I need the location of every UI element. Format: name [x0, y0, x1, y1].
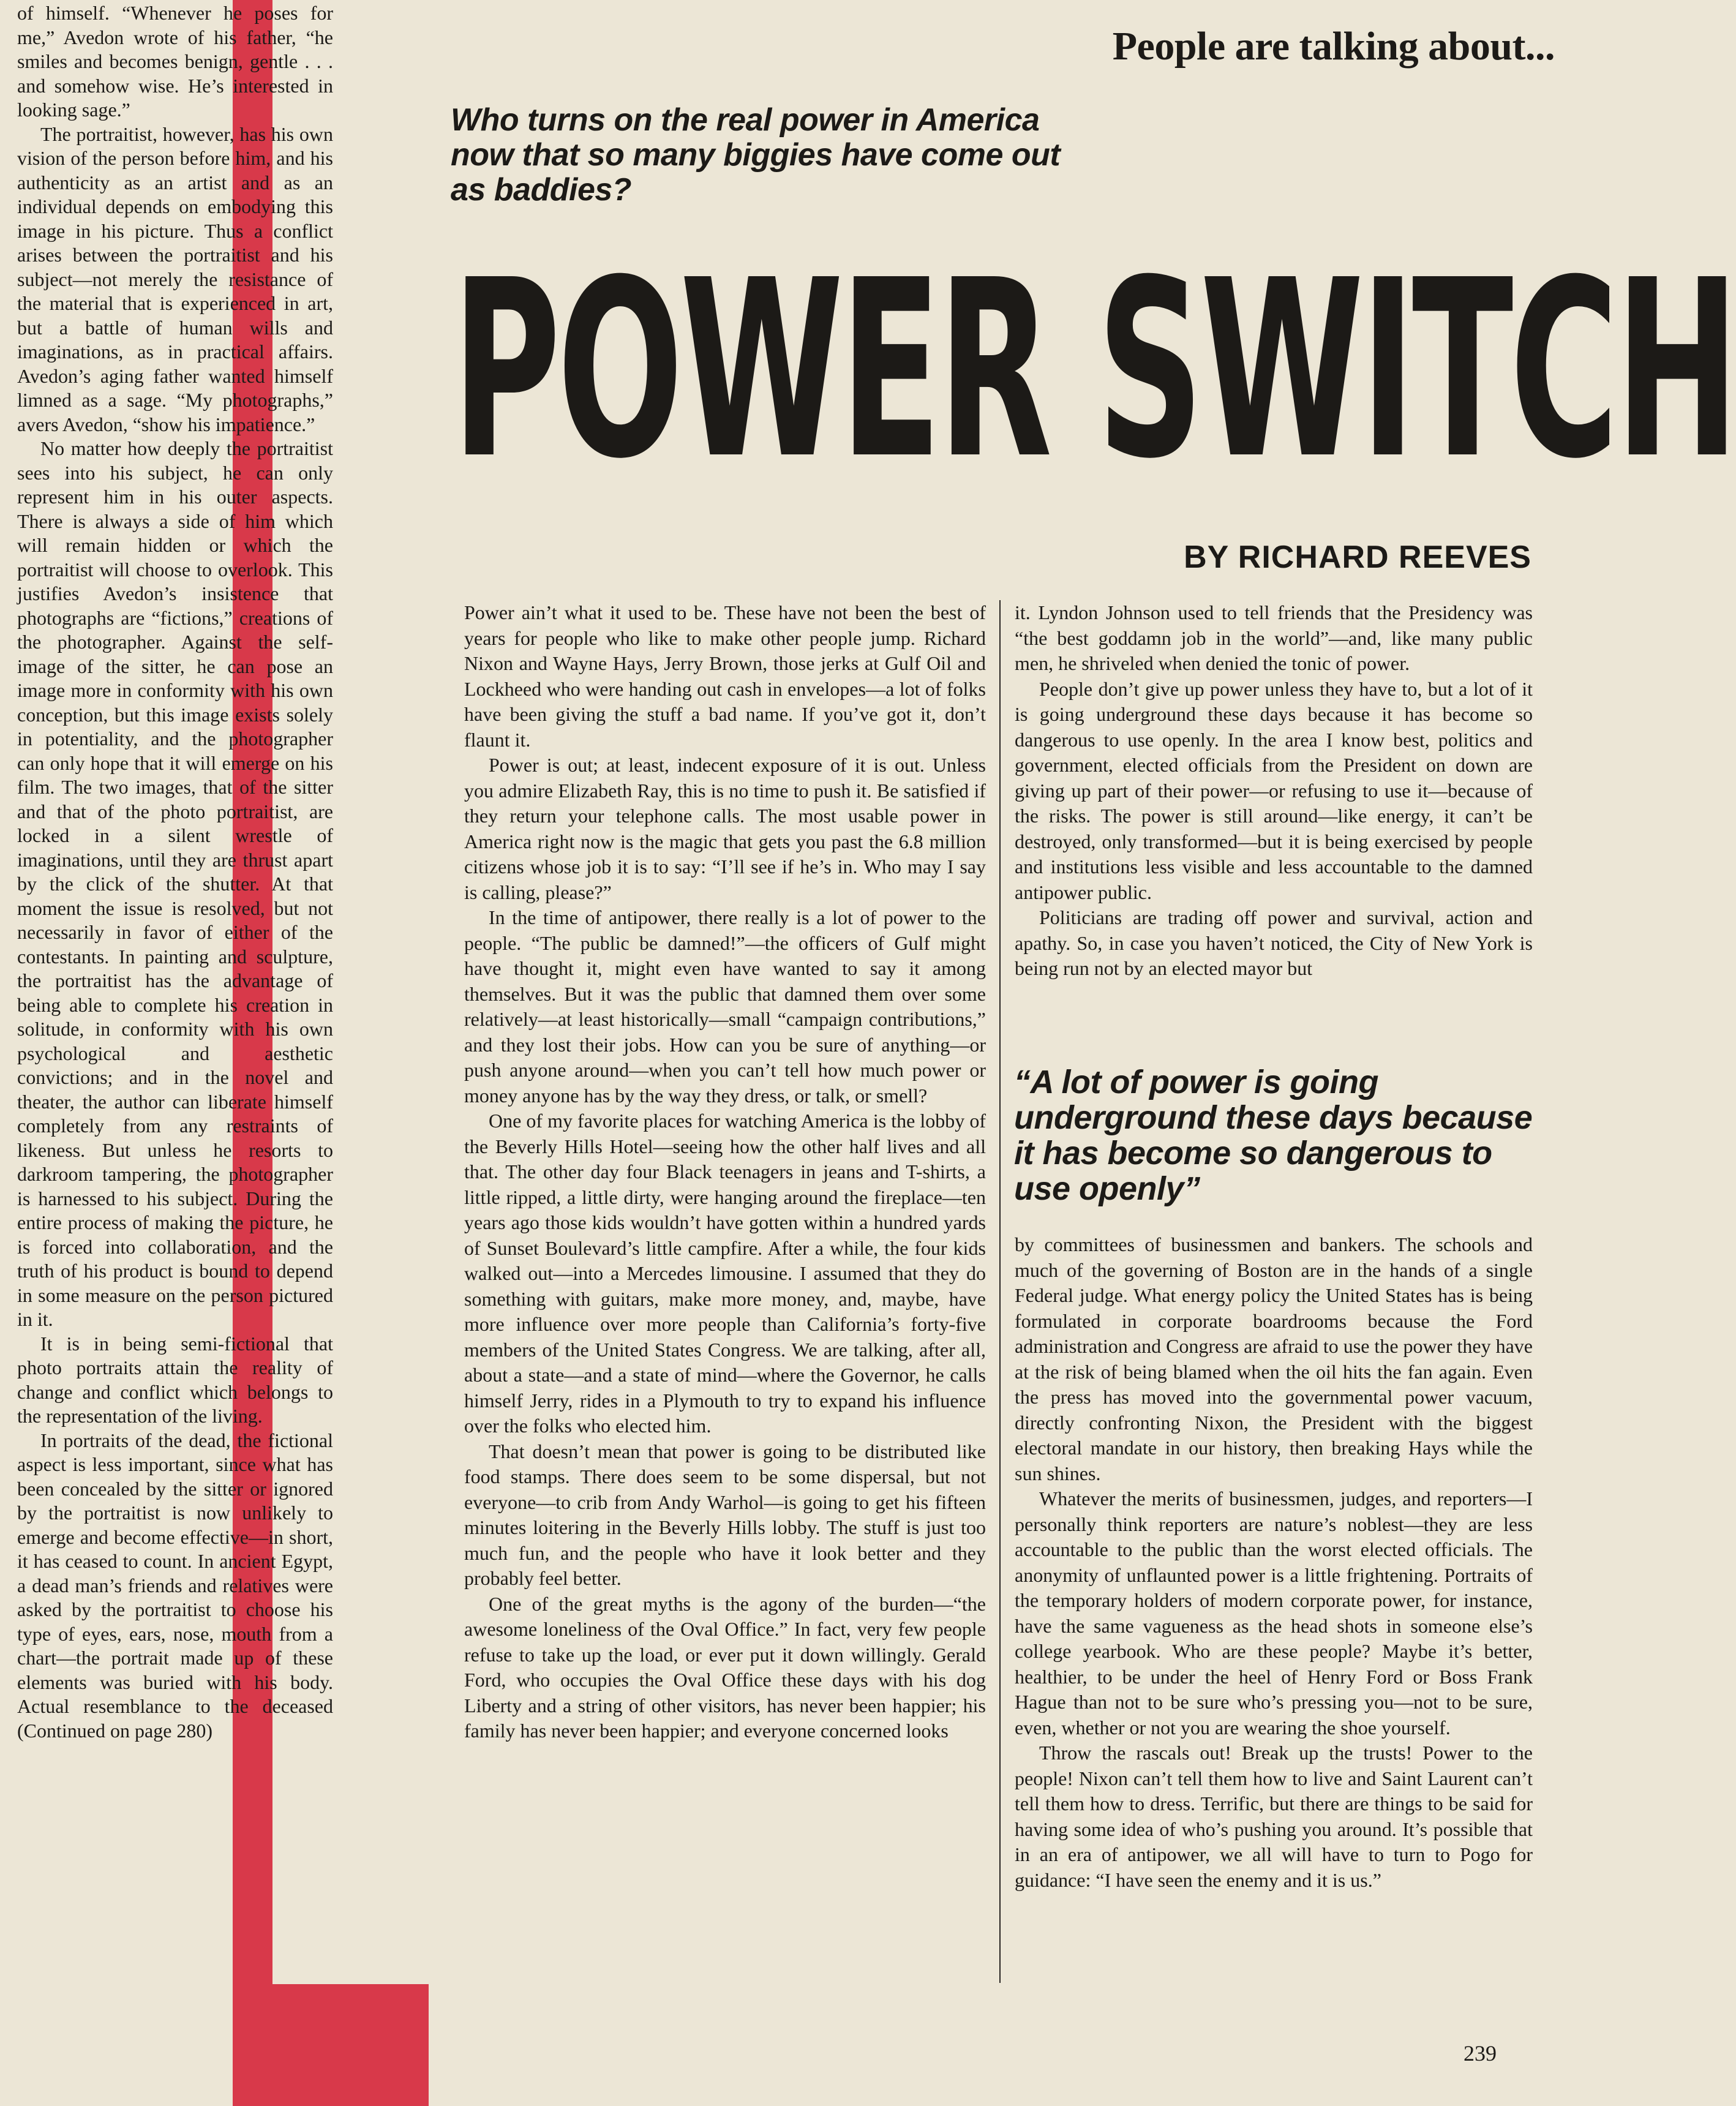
body-paragraph: Power is out; at least, indecent exposure of it is out. Unless you admire Elizabeth Ray, this is no time to push it. Be satisfied if they return your telephone calls. The most usable power in America right now is the magic that gets you past the 6.8 million citizens whose job it is to say: “I’ll see if he’s in. Who may I say is calling, please?” — [464, 754, 986, 903]
page-number: 239 — [1464, 2041, 1497, 2066]
left-paragraph: of himself. “Whenever he poses for me,” Avedon wrote of his father, “he smiles and becomes benign, gentle . . . and somehow wise. He’s interested in looking sage.” — [17, 2, 333, 121]
body-paragraph: by committees of businessmen and bankers. The schools and much of the governing of Boston are in the hands of a single Federal judge. What energy policy the United States has is being formulated in corporate boardrooms because the Ford administration and Congress are afraid to use the power they have at the risk of being blamed when the oil hits the fan again. Even the press has moved into the governmental power vacuum, directly confronting Nixon, the President with the biggest electoral mandate in our history, then breaking Hays while the sun shines. — [1015, 1233, 1533, 1484]
body-paragraph: One of my favorite places for watching America is the lobby of the Beverly Hills Hotel—seeing how the other half lives and all that. The other day four Black teenagers in jeans and T-shirts, a little ripped, a little dirty, were hanging around the fireplace—ten years ago those kids wouldn’t have gotten within a hundred yards of Sunset Boulevard’s little campfire. After a while, the four kids walked out—into a Mercedes limousine. I assumed that they do something with guitars, make more money, and, maybe, have more influence over more people than California’s forty-five members of the United States Congress. We are talking, after all, about a state—and a state of mind—where the Governor, he calls himself Jerry, rides in a Plymouth to try to expand his influence over the folks who elected him. — [464, 1110, 986, 1437]
left-paragraph: The portraitist, however, has his own vision of the person before him, and his authenticity as an artist and as an individual depends on embodying this image in his picture. Thus a conflict arises between the portraitist and his subject—not merely the resistance of the material that is experienced in art, but a battle of human wills and imaginations, as in practical affairs. Avedon’s aging father wanted himself limned as a sage. “My photographs,” avers Avedon, “show his impatience.” — [17, 122, 333, 435]
body-paragraph: Throw the rascals out! Break up the trusts! Power to the people! Nixon can’t tell them how to live and Saint Laurent can’t tell them how to dress. Terrific, but there are things to be said for having some idea of who’s pushing you around. It’s possible that in an era of antipower, we all will have to turn to Pogo for guidance: “I have seen the enemy and it is us.” — [1015, 1742, 1533, 1891]
body-paragraph: Whatever the merits of businessmen, judges, and reporters—I personally think reporters are nature’s noblest—they are less accountable to the public than the worst elected officials. The anonymity of unflaunted power is a little frightening. Portraits of the temporary holders of modern corporate power, for instance, have the same vagueness as the head shots in someone else’s college yearbook. Who are these people? Maybe it’s better, healthier, to be under the heel of Henry Ford or Boss Frank Hague than not to be sure who’s pressing you—not to be sure, even, whether or not you are wearing the shoe yourself. — [1015, 1487, 1533, 1739]
body-paragraph: People don’t give up power unless they have to, but a lot of it is going underground these days because it has become so dangerous to use openly. In the area I know best, politics and government, elected officials from the President on down are giving up part of their power—or refusing to use it—because of the risks. The power is still around—like energy, it can’t be destroyed, only transformed—but it is being exercised by people and institutions less visible and less accountable to the damned antipower public. — [1015, 677, 1533, 903]
section-kicker: People are talking about... — [1112, 24, 1555, 69]
right-column-bottom — [1015, 1232, 1533, 1893]
pull-quote: “A lot of power is going underground these days because it has become so dangerous to use openly” — [1014, 1064, 1533, 1207]
body-paragraph: it. Lyndon Johnson used to tell friends that the Presidency was “the best goddamn job in the world”—and, like many public men, he shriveled when denied the tonic of power. — [1015, 601, 1533, 674]
column-divider — [999, 600, 1001, 1983]
middle-column — [464, 600, 986, 1744]
article-deck: Who turns on the real power in America now that so many biggies have come out as baddies? — [451, 102, 1061, 208]
article-byline: BY RICHARD REEVES — [1184, 540, 1531, 575]
left-column-continued-article — [17, 1, 333, 1743]
left-paragraph: It is in being semi-fictional that photo portraits attain the reality of change and conflict which belongs to the representation of the living. — [17, 1332, 333, 1427]
body-paragraph: Power ain’t what it used to be. These have not been the best of years for people who like to make other people jump. Richard Nixon and Wayne Hays, Jerry Brown, those jerks at Gulf Oil and Lockheed who were handing out cash in envelopes—a lot of folks have been giving the stuff a bad name. If you’ve got it, don’t flaunt it. — [464, 601, 986, 751]
body-paragraph: Politicians are trading off power and survival, action and apathy. So, in case you haven’t noticed, the City of New York is being run not by an elected mayor but — [1015, 906, 1533, 979]
article-headline: POWER SWITCH — [452, 227, 1736, 513]
body-paragraph: That doesn’t mean that power is going to be distributed like food stamps. There does seem to be some dispersal, but not everyone—to crib from Andy Warhol—is going to get his fifteen minutes loitering in the Beverly Hills lobby. The stuff is just too much fun, and the people who have it look better and they probably feel better. — [464, 1440, 986, 1589]
body-paragraph: One of the great myths is the agony of the burden—“the awesome loneliness of the Oval Office.” In fact, very few people refuse to take up the load, or ever put it down willingly. Gerald Ford, who occupies the Oval Office these days with his dog Liberty and a string of other visitors, has never been happier; his family has never been happier; and everyone concerned looks — [464, 1592, 986, 1742]
left-paragraph: In portraits of the dead, the fictional aspect is less important, since what has been concealed by the sitter or ignored by the portraitist is now unlikely to emerge and become effective—in short, it has ceased to count. In ancient Egypt, a dead man’s friends and relatives were asked by the portraitist to choose his type of eyes, ears, nose, mouth from a chart—the portrait made up of these elements was buried with his body. Actual resemblance to the deceased (Continued on page 280) — [17, 1429, 333, 1742]
left-paragraph: No matter how deeply the portraitist sees into his subject, he can only represent him in his outer aspects. There is always a side of him which will remain hidden or which the portraitist will choose to overlook. This justifies Avedon’s insistence that photographs are “fictions,” creations of the photographer. Against the self-image of the sitter, he can pose an image more in conformity with his own conception, but this image exists solely in potentiality, and the photographer can only hope that it will emerge on his film. The two images, that of the sitter and that of the photo portraitist, are locked in a silent wrestle of imaginations, until they are thrust apart by the click of the shutter. At that moment the issue is resolved, but not necessarily in favor of either of the contestants. In painting and sculpture, the portraitist has the advantage of being able to complete his creation in solitude, in conformity with his own psychological and aesthetic convictions; and in the novel and theater, the author can liberate himself completely from any restraints of likeness. But unless he resorts to darkroom tampering, the photographer is harnessed to his subject. During the entire process of making the picture, he is forced into collaboration, and the truth of his product is bound to depend in some measure on the person pictured in it. — [17, 437, 333, 1330]
body-paragraph: In the time of antipower, there really is a lot of power to the people. “The public be damned!”—the officers of Gulf might have thought it, might even have wanted to say it among themselves. But it was the public that damned them over some relatively—at least historically—small “campaign contributions,” and they lost their jobs. How can you be sure of anything—or push anyone around—when you can’t tell how much power or money anyone has by the way they dress, or talk, or smell? — [464, 906, 986, 1107]
right-column-top — [1015, 600, 1533, 982]
